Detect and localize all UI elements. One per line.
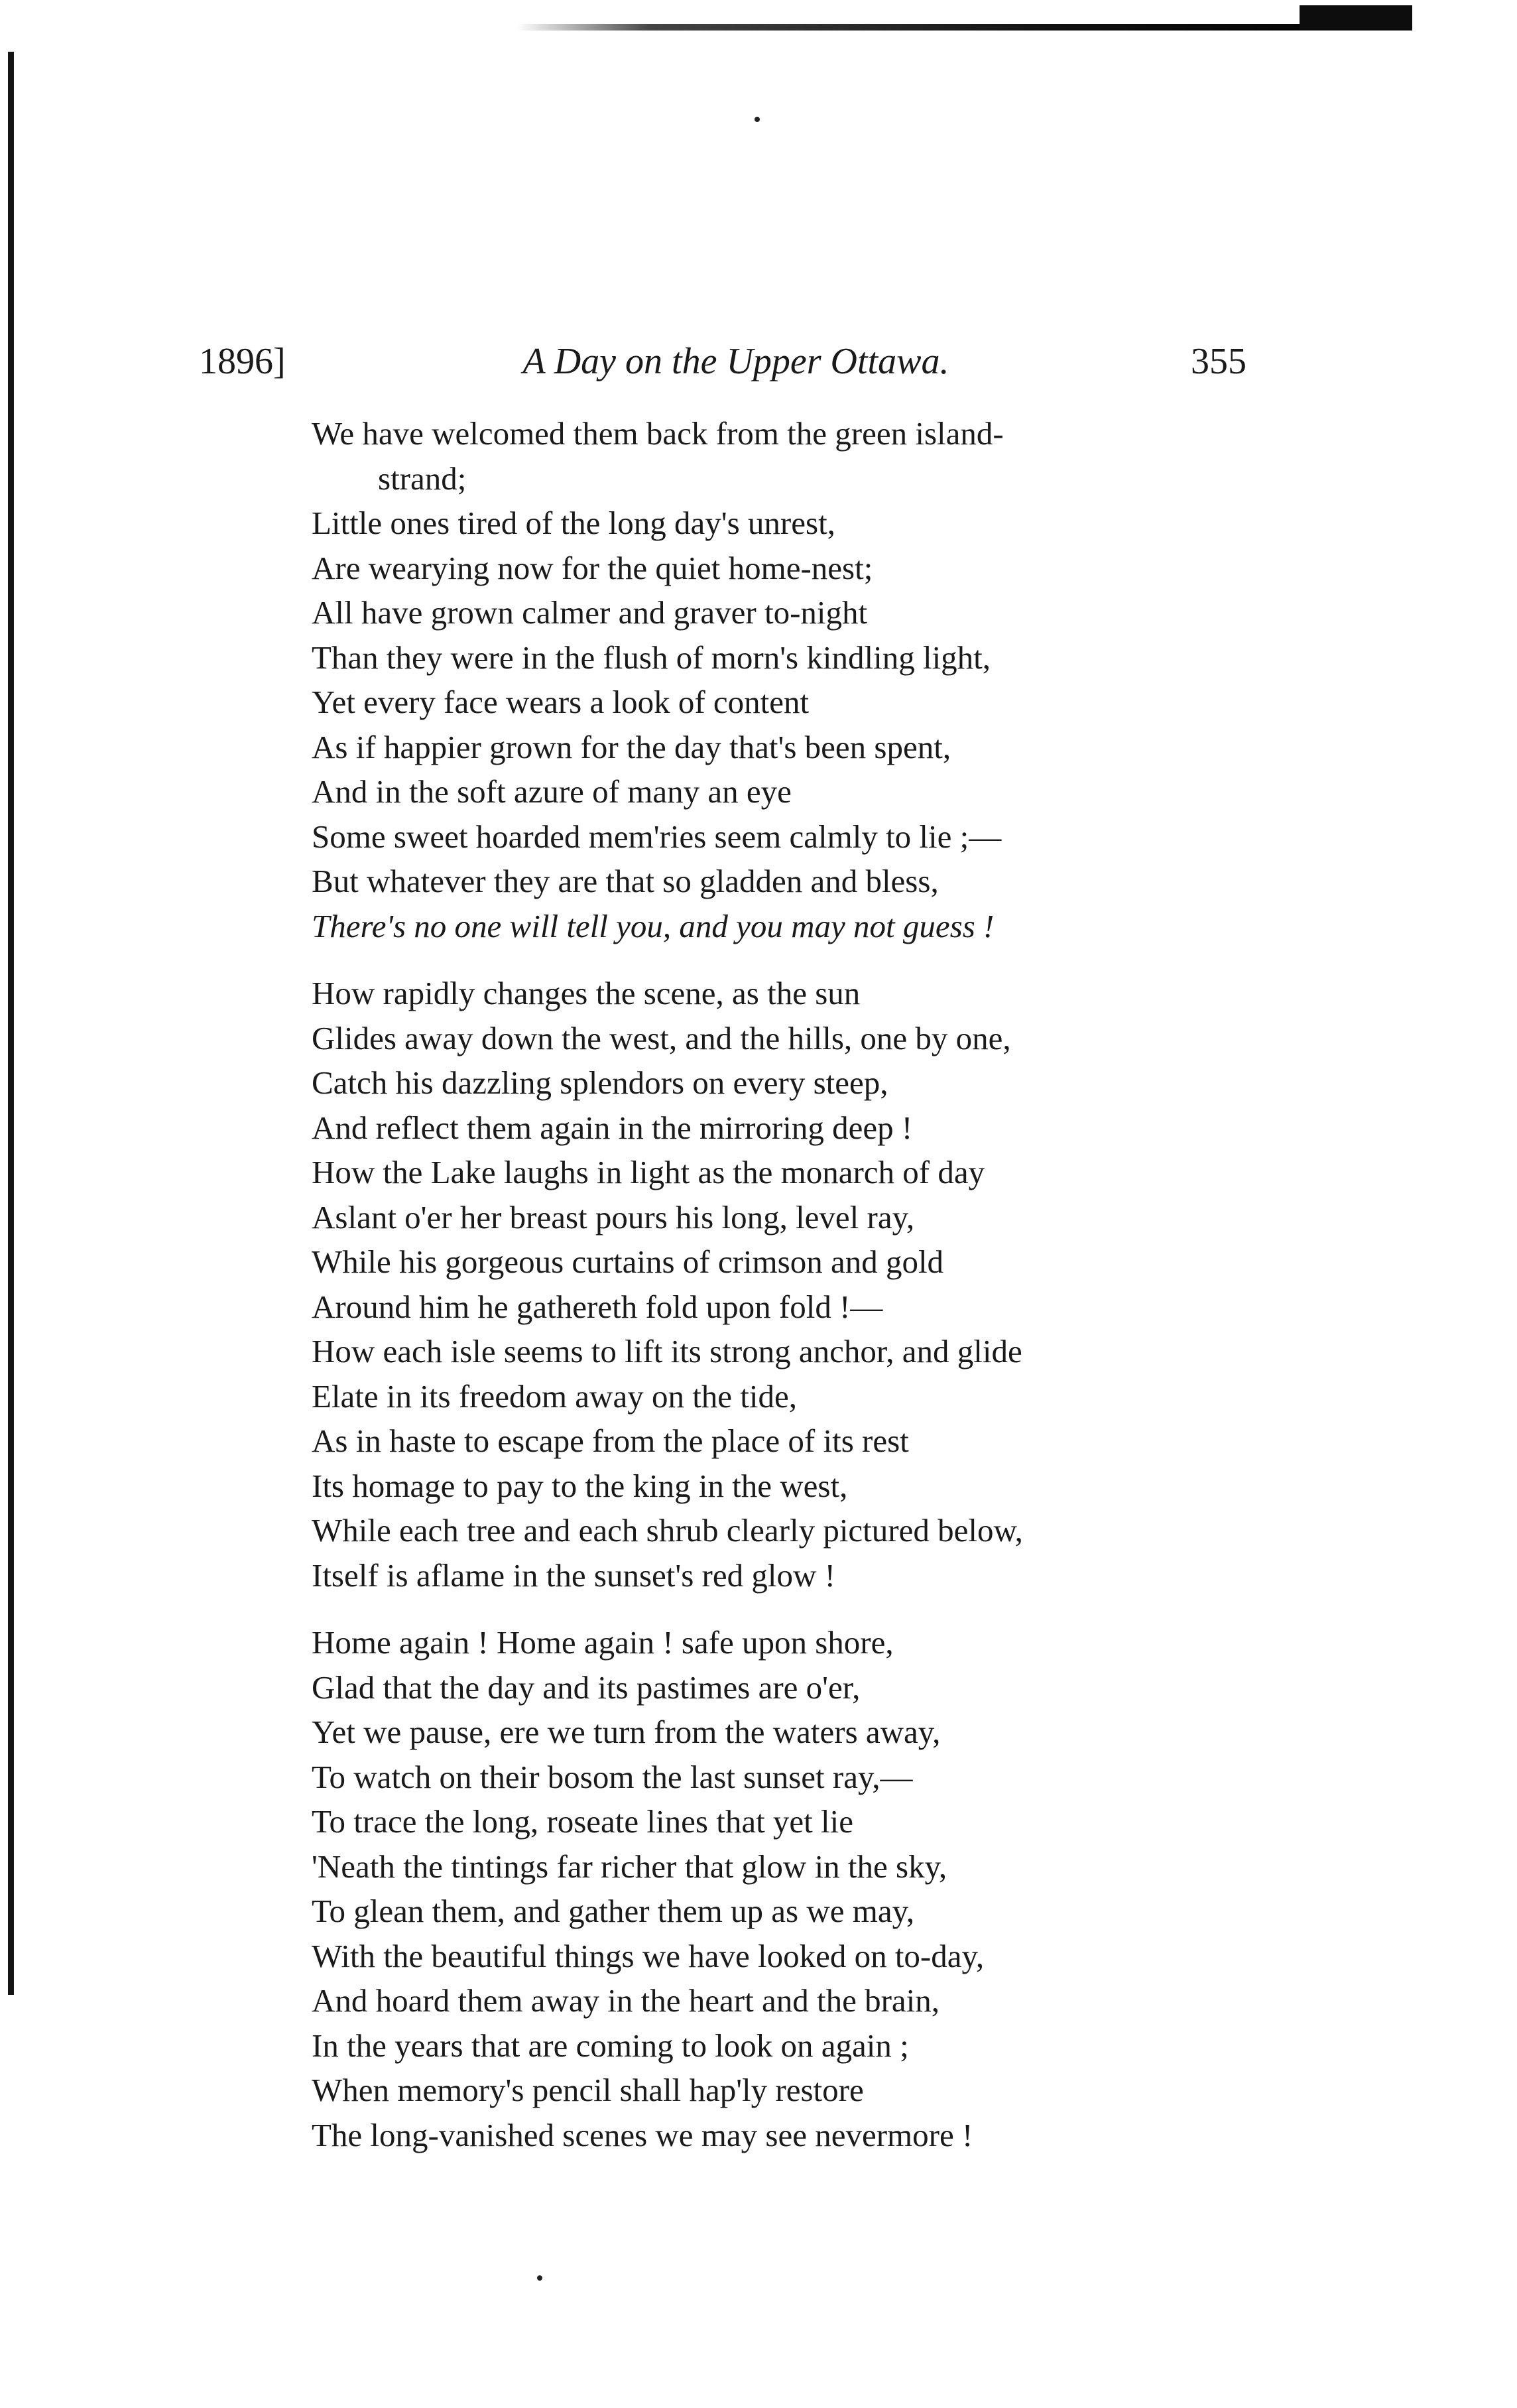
- verse-line: To watch on their bosom the last sunset ray,—: [312, 1758, 913, 1795]
- verse-line: How rapidly changes the scene, as the sun: [312, 975, 861, 1011]
- verse-line: Yet every face wears a look of content: [312, 684, 810, 720]
- scan-speck: [537, 2275, 542, 2281]
- verse-line: 'Neath the tintings far richer that glow in the sky,: [312, 1848, 947, 1885]
- verse-line: To glean them, and gather them up as we may,: [312, 1893, 915, 1929]
- scan-edge-top: [517, 24, 1409, 31]
- verse-line: With the beautiful things we have looked on to-day,: [312, 1937, 985, 1974]
- verse-line: Yet we pause, ere we turn from the waters away,: [312, 1714, 941, 1750]
- verse-line: And reflect them again in the mirroring deep !: [312, 1109, 913, 1146]
- scan-edge-left: [8, 52, 14, 1995]
- verse-line: Glides away down the west, and the hills, one by one,: [312, 1019, 1011, 1056]
- verse-line: While each tree and each shrub clearly pictured below,: [312, 1512, 1023, 1549]
- verse-line: Some sweet hoarded mem'ries seem calmly to lie ;—: [312, 818, 1002, 855]
- verse-line: Itself is aflame in the sunset's red glow !: [312, 1556, 835, 1594]
- verse-line: In the years that are coming to look on again ;: [312, 2027, 909, 2064]
- poem-body: [312, 411, 1253, 2180]
- verse-line: Around him he gathereth fold upon fold !—: [312, 1288, 883, 1325]
- verse-line: Catch his dazzling splendors on every steep,: [312, 1064, 888, 1101]
- verse-line: The long-vanished scenes we may see nevermore !: [312, 2116, 973, 2153]
- header-year: 1896]: [199, 341, 286, 382]
- verse-line: We have welcomed them back from the green island-: [312, 415, 1004, 452]
- verse-line: And in the soft azure of many an eye: [312, 773, 792, 810]
- verse-line: Aslant o'er her breast pours his long, level ray,: [312, 1198, 915, 1236]
- verse-line: Its homage to pay to the king in the west,: [312, 1467, 848, 1504]
- verse-line: Glad that the day and its pastimes are o'er,: [312, 1669, 861, 1706]
- verse-line: But whatever they are that so gladden and bless,: [312, 863, 939, 899]
- verse-line: How each isle seems to lift its strong anchor, and glide: [312, 1333, 1022, 1369]
- verse-line: Than they were in the flush of morn's kindling light,: [312, 639, 991, 676]
- stanza: [312, 1620, 1253, 2157]
- verse-line: strand;: [378, 460, 467, 497]
- stanza: [312, 971, 1253, 1598]
- scan-edge-top-corner: [1300, 5, 1412, 31]
- verse-line: As if happier grown for the day that's been spent,: [312, 728, 951, 765]
- verse-line: How the Lake laughs in light as the monarch of day: [312, 1154, 985, 1190]
- verse-line: As in haste to escape from the place of its rest: [312, 1423, 909, 1459]
- verse-line: While his gorgeous curtains of crimson and gold: [312, 1243, 944, 1280]
- running-header: [199, 335, 1246, 388]
- verse-line: There's no one will tell you, and you may not guess !: [312, 907, 995, 944]
- verse-line: And hoard them away in the heart and the brain,: [312, 1982, 940, 2019]
- verse-line: Are wearying now for the quiet home-nest;: [312, 549, 873, 586]
- verse-line: Elate in its freedom away on the tide,: [312, 1377, 798, 1415]
- header-title: A Day on the Upper Ottawa.: [522, 341, 949, 382]
- stanza: [312, 411, 1253, 948]
- page-number: 355: [1191, 341, 1246, 382]
- scan-speck: [755, 117, 760, 122]
- verse-line: All have grown calmer and graver to-night: [312, 594, 868, 631]
- verse-line: Home again ! Home again ! safe upon shore,: [312, 1624, 894, 1661]
- verse-line: When memory's pencil shall hap'ly restore: [312, 2072, 864, 2108]
- verse-line: Little ones tired of the long day's unrest,: [312, 505, 835, 541]
- verse-line: To trace the long, roseate lines that yet lie: [312, 1803, 854, 1840]
